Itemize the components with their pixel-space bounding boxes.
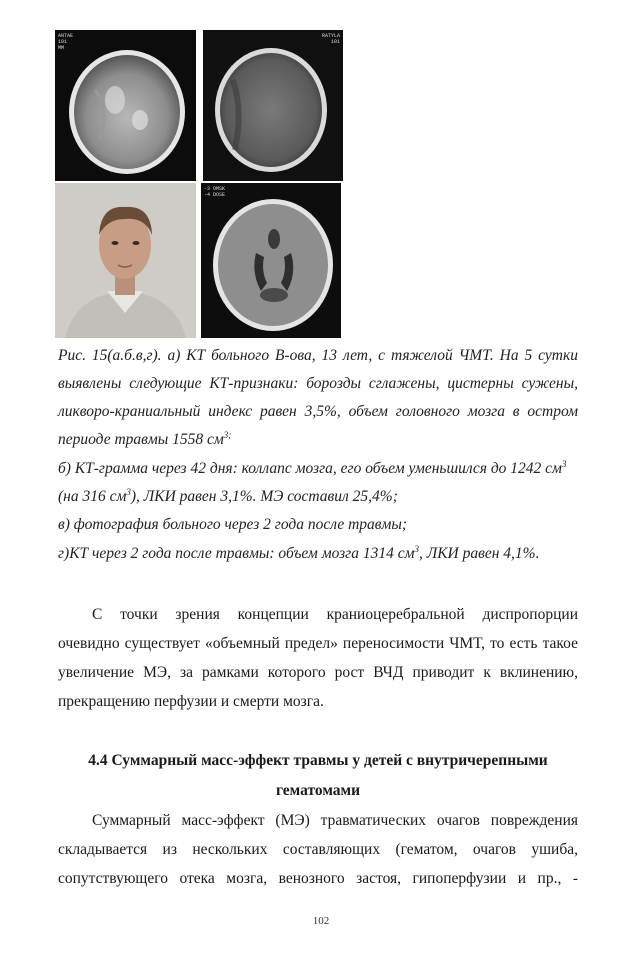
caption-line [58,460,578,478]
figure-15 [53,30,343,340]
paragraph-line: С точки зрения концепции краниоцеребральной диспропорции [92,606,578,623]
paragraph-line: увеличение МЭ, за рамками которого рост ВЧД приводит к вклинению, [58,664,578,681]
caption-text: периоде травмы 1558 см [58,431,224,448]
caption-line [58,431,231,449]
patient-photo [55,183,196,338]
caption-text: , ЛКИ равен 4,1%. [419,545,540,562]
ct-scan-b-label: RATYLA 101 [321,33,340,45]
ct-scan-a-image [55,30,196,181]
superscript: 3 [126,486,131,497]
caption-line [58,545,539,563]
caption-line [58,488,398,506]
ct-scan-g-label: -3 OMSK -4 DOSE [204,186,226,198]
paragraph-line: Суммарный масс-эффект (МЭ) травматических очагов повреждения [92,812,578,829]
ct-scan-g-image [201,183,341,338]
caption-text: б) КТ-грамма через 42 дня: коллапс мозга, его объем уменьшился до 1242 см [58,460,562,477]
page-number: 102 [312,915,330,927]
superscript: 3 [561,458,567,469]
ct-scan-a [55,30,196,181]
ct-scan-g [201,183,341,338]
paragraph-line: сопутствующего отека мозга, венозного застоя, гипоперфузии и пр., - [58,870,578,887]
paragraph-line: очевидно существует «объемный предел» переносимости ЧМТ, то есть такое [58,635,578,652]
caption-text: ), ЛКИ равен 3,1%. МЭ составил 25,4%; [130,488,398,505]
ct-scan-b [203,30,343,181]
caption-text: г)КТ через 2 года после травмы: объем мозга 1314 см [58,545,415,562]
ct-scan-a-label: ANTAE 101 MM [58,33,74,51]
caption-line: Рис. 15(а.б.в,г). а) КТ больного В-ова, 13 лет, с тяжелой ЧМТ. На 5 сутки [58,347,578,364]
patient-photo-image [55,183,196,338]
caption-line: ликворо-краниальный индекс равен 3,5%, объем головного мозга в остром [58,403,578,420]
caption-text: (на 316 см [58,488,127,505]
caption-line: выявлены следующие КТ-признаки: борозды сглажены, цистерны сужены, [58,375,578,392]
superscript: 3 [414,543,419,554]
ct-scan-b-image [203,30,343,181]
superscript: 3; [223,429,232,440]
section-heading-line: гематомами [275,782,361,799]
paragraph-line: складывается из нескольких составляющих (гематом, очагов ушиба, [58,841,578,858]
section-heading-line: 4.4 Суммарный масс-эффект травмы у детей с внутричерепными [88,752,548,769]
caption-line: в) фотография больного через 2 года после травмы; [58,516,408,533]
paragraph-line: прекращению перфузии и смерти мозга. [58,693,324,710]
